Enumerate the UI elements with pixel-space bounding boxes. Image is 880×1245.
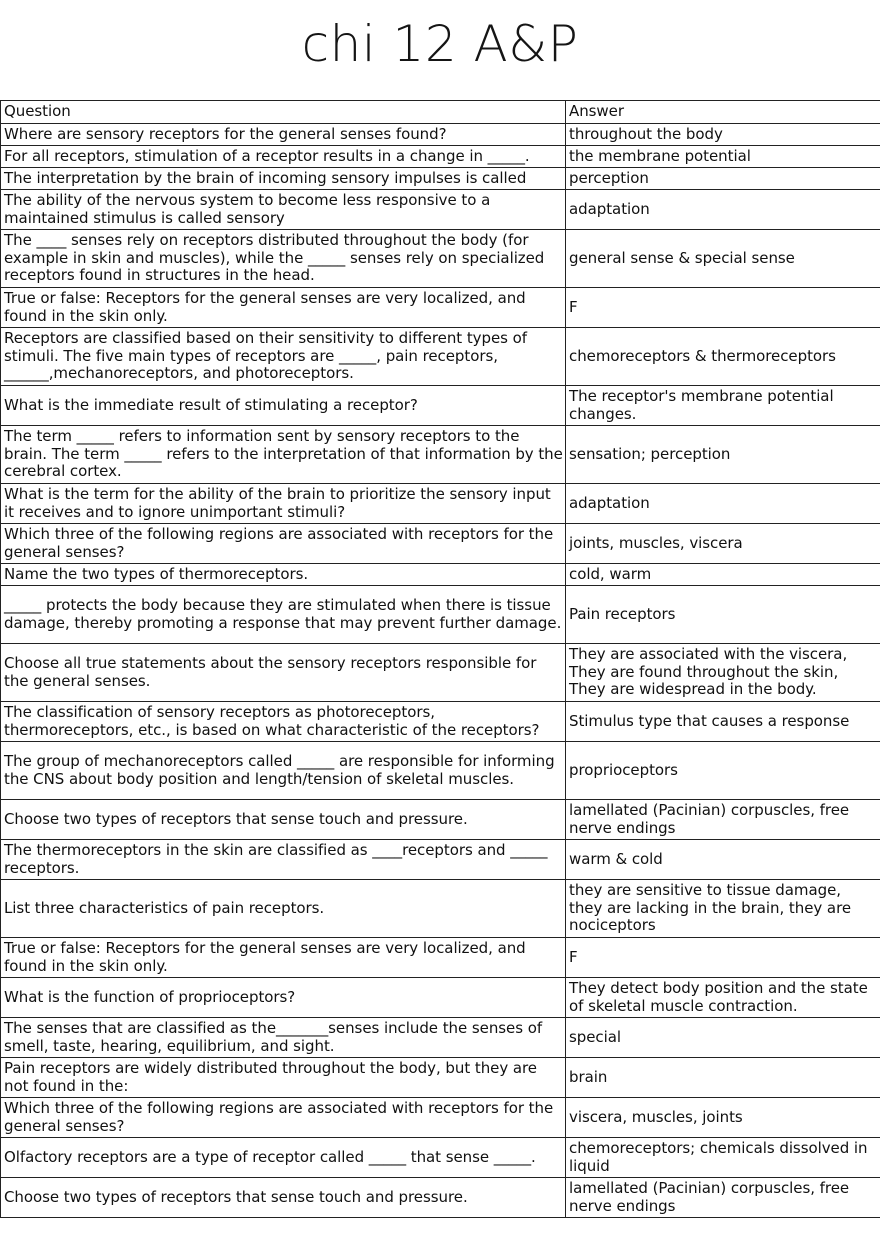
table-row (1, 124, 880, 146)
question-cell: The ability of the nervous system to become less responsive to a maintained stimulus is called sensory (1, 190, 566, 230)
answer-cell: The receptor's membrane potential changes. (566, 386, 880, 426)
question-cell: What is the function of proprioceptors? (1, 978, 566, 1018)
answer-cell: warm & cold (566, 840, 880, 880)
table-row (1, 978, 880, 1018)
answer-cell: chemoreceptors & thermoreceptors (566, 328, 880, 386)
question-cell: The classification of sensory receptors as photoreceptors, thermoreceptors, etc., is based on what characteristic of the receptors? (1, 702, 566, 742)
table-row (1, 426, 880, 484)
answer-cell: F (566, 288, 880, 328)
answer-cell: adaptation (566, 484, 880, 524)
answer-cell: They detect body position and the state of skeletal muscle contraction. (566, 978, 880, 1018)
table-row (1, 702, 880, 742)
question-cell: Where are sensory receptors for the general senses found? (1, 124, 566, 146)
qa-table-body (1, 101, 880, 1218)
table-row (1, 1018, 880, 1058)
table-row (1, 800, 880, 840)
answer-cell: Pain receptors (566, 586, 880, 644)
table-row (1, 328, 880, 386)
table-header-row (1, 101, 880, 124)
answer-cell: throughout the body (566, 124, 880, 146)
question-cell: List three characteristics of pain receptors. (1, 880, 566, 938)
question-cell: The term _____ refers to information sent by sensory receptors to the brain. The term _____ refers to the interpretation of that information by the cerebral cortex. (1, 426, 566, 484)
question-cell: For all receptors, stimulation of a receptor results in a change in _____. (1, 146, 566, 168)
header-answer: Answer (566, 101, 880, 124)
answer-cell: lamellated (Pacinian) corpuscles, free nerve endings (566, 800, 880, 840)
qa-table (0, 100, 880, 1218)
question-cell: _____ protects the body because they are stimulated when there is tissue damage, thereby promoting a response that may prevent further damage. (1, 586, 566, 644)
question-cell: Choose two types of receptors that sense touch and pressure. (1, 800, 566, 840)
table-row (1, 484, 880, 524)
table-row (1, 190, 880, 230)
header-question: Question (1, 101, 566, 124)
table-row (1, 1138, 880, 1178)
question-cell: What is the term for the ability of the brain to prioritize the sensory input it receives and to ignore unimportant stimuli? (1, 484, 566, 524)
answer-cell: lamellated (Pacinian) corpuscles, free nerve endings (566, 1178, 880, 1218)
answer-cell: general sense & special sense (566, 230, 880, 288)
answer-cell: proprioceptors (566, 742, 880, 800)
answer-cell: cold, warm (566, 564, 880, 586)
table-row (1, 1178, 880, 1218)
table-row (1, 644, 880, 702)
table-row (1, 742, 880, 800)
answer-cell: special (566, 1018, 880, 1058)
table-row (1, 1058, 880, 1098)
question-cell: The group of mechanoreceptors called _____ are responsible for informing the CNS about body position and length/tension of skeletal muscles. (1, 742, 566, 800)
table-row (1, 230, 880, 288)
question-cell: The interpretation by the brain of incoming sensory impulses is called (1, 168, 566, 190)
answer-cell: Stimulus type that causes a response (566, 702, 880, 742)
question-cell: Choose all true statements about the sensory receptors responsible for the general senses. (1, 644, 566, 702)
table-row (1, 146, 880, 168)
question-cell: Which three of the following regions are associated with receptors for the general senses? (1, 524, 566, 564)
answer-cell: F (566, 938, 880, 978)
question-cell: Which three of the following regions are associated with receptors for the general senses? (1, 1098, 566, 1138)
table-row (1, 288, 880, 328)
question-cell: Receptors are classified based on their sensitivity to different types of stimuli. The five main types of receptors are _____, pain receptors, ______,mechanoreceptors, and photoreceptors. (1, 328, 566, 386)
table-row (1, 1098, 880, 1138)
question-cell: Olfactory receptors are a type of receptor called _____ that sense _____. (1, 1138, 566, 1178)
table-row (1, 564, 880, 586)
question-cell: Pain receptors are widely distributed throughout the body, but they are not found in the: (1, 1058, 566, 1098)
answer-cell: They are associated with the viscera, They are found throughout the skin, They are widespread in the body. (566, 644, 880, 702)
answer-cell: the membrane potential (566, 146, 880, 168)
page-title: chi 12 A&P (301, 15, 579, 73)
table-row (1, 938, 880, 978)
question-cell: True or false: Receptors for the general senses are very localized, and found in the skin only. (1, 938, 566, 978)
answer-cell: joints, muscles, viscera (566, 524, 880, 564)
question-cell: Name the two types of thermoreceptors. (1, 564, 566, 586)
answer-cell: they are sensitive to tissue damage, they are lacking in the brain, they are nociceptors (566, 880, 880, 938)
question-cell: The senses that are classified as the_______senses include the senses of smell, taste, hearing, equilibrium, and sight. (1, 1018, 566, 1058)
question-cell: The ____ senses rely on receptors distributed throughout the body (for example in skin and muscles), while the _____ senses rely on specialized receptors found in structures in the head. (1, 230, 566, 288)
table-row (1, 840, 880, 880)
question-cell: Choose two types of receptors that sense touch and pressure. (1, 1178, 566, 1218)
table-row (1, 168, 880, 190)
question-cell: The thermoreceptors in the skin are classified as ____receptors and _____ receptors. (1, 840, 566, 880)
answer-cell: brain (566, 1058, 880, 1098)
question-cell: True or false: Receptors for the general senses are very localized, and found in the skin only. (1, 288, 566, 328)
answer-cell: perception (566, 168, 880, 190)
question-cell: What is the immediate result of stimulating a receptor? (1, 386, 566, 426)
table-row (1, 386, 880, 426)
answer-cell: sensation; perception (566, 426, 880, 484)
table-row (1, 586, 880, 644)
answer-cell: adaptation (566, 190, 880, 230)
table-row (1, 524, 880, 564)
answer-cell: chemoreceptors; chemicals dissolved in liquid (566, 1138, 880, 1178)
table-row (1, 880, 880, 938)
answer-cell: viscera, muscles, joints (566, 1098, 880, 1138)
